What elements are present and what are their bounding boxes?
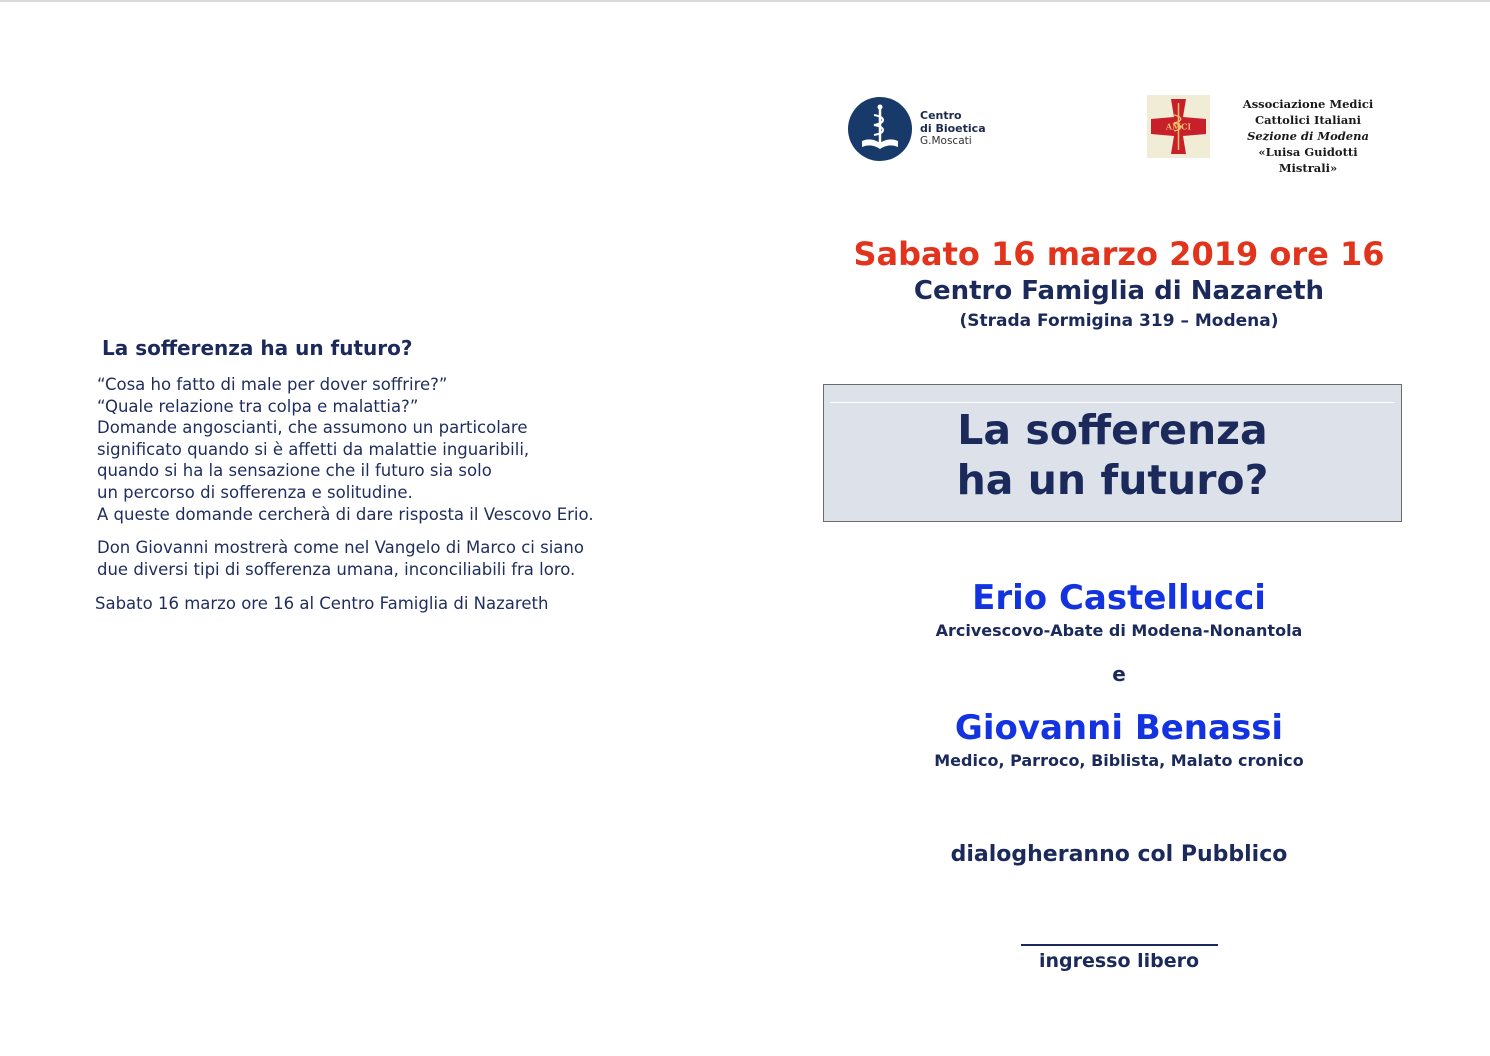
text-line: un percorso di sofferenza e solitudine. <box>97 482 413 502</box>
second-paragraph <box>97 537 594 580</box>
event-date: Sabato 16 marzo 2019 ore 16 <box>853 235 1385 273</box>
speaker-name: Giovanni Benassi <box>954 708 1284 748</box>
event-title-line: La sofferenza <box>957 406 1268 454</box>
event-title-box <box>823 384 1402 522</box>
amci-caption <box>1228 96 1388 176</box>
text-line: “Quale relazione tra colpa e malattia?” <box>97 396 419 416</box>
left-date-note: Sabato 16 marzo ore 16 al Centro Famiglia di Nazareth <box>95 594 549 613</box>
entry-text: ingresso libero <box>1038 950 1200 972</box>
text-line: Don Giovanni mostrerà come nel Vangelo di Marco ci siano <box>97 538 584 558</box>
text-line: Domande angoscianti, che assumono un particolare <box>97 418 528 438</box>
event-title-line: ha un futuro? <box>956 456 1269 504</box>
amci-line: Cattolici Italiani <box>1254 113 1362 127</box>
text-line: due diversi tipi di sofferenza umana, inconciliabili fra loro. <box>97 559 576 579</box>
svg-text:AMCI: AMCI <box>1165 121 1192 132</box>
left-heading: La sofferenza ha un futuro? <box>102 336 413 360</box>
text-line: “Cosa ho fatto di male per dover soffrire?” <box>97 375 448 394</box>
bioetica-wordmark <box>920 109 986 148</box>
text-line: quando si ha la sensazione che il futuro sia solo <box>97 461 492 481</box>
bioetica-line: Centro <box>920 109 962 122</box>
event-venue: Centro Famiglia di Nazareth <box>913 276 1325 306</box>
speaker-name: Erio Castellucci <box>972 578 1266 618</box>
dialog-text: dialogheranno col Pubblico <box>950 842 1288 867</box>
entry-underline <box>1021 944 1218 946</box>
amci-line: Sezione di Modena <box>1247 129 1369 143</box>
amci-line: Associazione Medici <box>1242 97 1374 111</box>
text-line: A queste domande cercherà di dare risposta il Vescovo Erio. <box>97 504 594 524</box>
caduceus-icon <box>848 97 912 161</box>
amci-line: «Luisa Guidotti Mistrali» <box>1258 145 1358 175</box>
box-highlight <box>830 402 1395 403</box>
bioetica-line: G.Moscati <box>920 135 972 147</box>
conjunction: e <box>1112 662 1126 686</box>
bioetica-line: di Bioetica <box>920 122 986 135</box>
speaker-role: Arcivescovo-Abate di Modena-Nonantola <box>935 621 1303 640</box>
speaker-role: Medico, Parroco, Biblista, Malato cronico <box>934 751 1304 770</box>
event-address: (Strada Formigina 319 – Modena) <box>959 311 1279 331</box>
left-body-text <box>97 374 594 580</box>
top-border <box>0 0 1490 2</box>
text-line: significato quando si è affetti da malattie inguaribili, <box>97 439 530 459</box>
amci-cross-logo <box>1147 95 1210 158</box>
bioetica-logo <box>848 97 1008 163</box>
